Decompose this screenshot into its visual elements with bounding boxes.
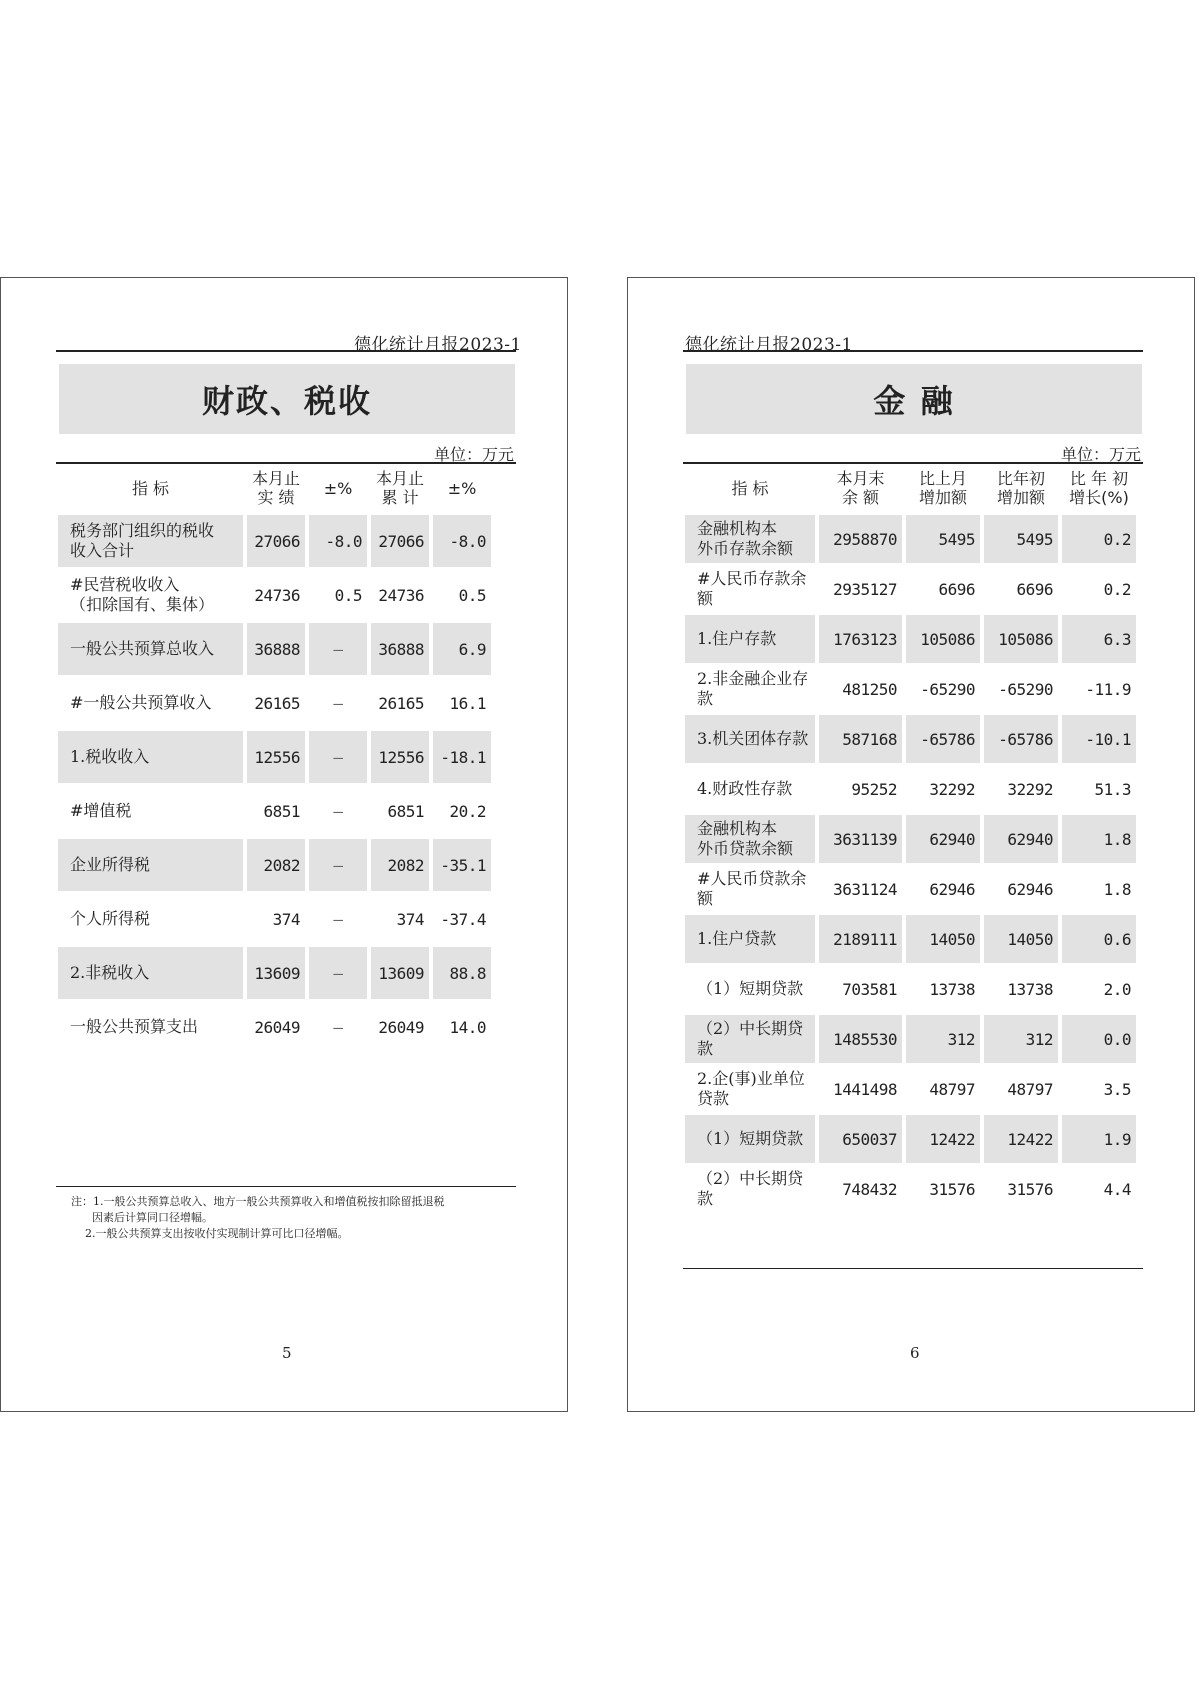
table-row	[685, 515, 1136, 563]
row-label: 2.非税收入	[58, 947, 243, 999]
cell-value: 62946	[929, 879, 975, 899]
fiscal-table	[58, 515, 491, 1053]
cell-value: 62940	[984, 815, 1058, 863]
cell-value: 2.0	[1103, 979, 1131, 999]
cell-value: 1.8	[1103, 879, 1131, 899]
table-row	[58, 1001, 491, 1053]
cell-value: 13609	[247, 947, 305, 999]
unit-label: 单位：万元	[433, 445, 514, 464]
row-label: 金融机构本 外币贷款余额	[685, 815, 815, 863]
cell-value: 12556	[247, 731, 305, 783]
column-header: 本月止 累 计	[375, 469, 424, 507]
note-line: 注：1.一般公共预算总收入、地方一般公共预算收入和增值税按扣除留抵退税	[71, 1195, 445, 1208]
row-label: 税务部门组织的税收 收入合计	[58, 515, 243, 567]
row-label: （1）短期贷款	[685, 1115, 815, 1163]
cell-value: 13609	[371, 947, 429, 999]
cell-value: 374	[272, 909, 300, 929]
column-header: 本月末 余 额	[836, 469, 885, 507]
table-row	[58, 569, 491, 621]
table-row	[58, 515, 491, 567]
cell-value: -65290	[998, 679, 1053, 699]
table-row	[685, 715, 1136, 763]
cell-value: 5495	[906, 515, 980, 563]
row-label: 1.住户存款	[685, 615, 815, 663]
header-rule	[56, 350, 516, 352]
cell-value: 27066	[247, 515, 305, 567]
note-line: 因素后计算同口径增幅。	[71, 1211, 213, 1224]
row-label: 金融机构本 外币存款余额	[685, 515, 815, 563]
table-row	[685, 1065, 1136, 1113]
cell-value: —	[309, 839, 367, 891]
section-title: 财政、税收	[59, 364, 515, 434]
cell-value: 0.5	[458, 585, 486, 605]
cell-value: 88.8	[433, 947, 491, 999]
cell-value: 1485530	[819, 1015, 902, 1063]
cell-value: 6696	[1016, 579, 1053, 599]
row-label: #一般公共预算收入	[70, 693, 212, 712]
table-row	[685, 665, 1136, 713]
cell-value: 62946	[1007, 879, 1053, 899]
row-label: 1.住户贷款	[685, 915, 815, 963]
cell-value: 0.2	[1103, 579, 1131, 599]
table-row	[685, 615, 1136, 663]
row-label: #人民币贷款余额	[697, 869, 807, 908]
cell-value: 3.5	[1103, 1079, 1131, 1099]
cell-value: -10.1	[1062, 715, 1136, 763]
table-row	[58, 893, 491, 945]
running-head: 德化统计月报2023-1	[354, 335, 522, 355]
table-row	[685, 565, 1136, 613]
cell-value: -11.9	[1085, 679, 1131, 699]
cell-value: 48797	[929, 1079, 975, 1099]
table-row	[685, 965, 1136, 1013]
cell-value: 26165	[254, 693, 300, 713]
cell-value: 12422	[984, 1115, 1058, 1163]
cell-value: 14050	[984, 915, 1058, 963]
cell-value: 6.3	[1062, 615, 1136, 663]
table-row	[58, 839, 491, 891]
cell-value: 587168	[819, 715, 902, 763]
cell-value: 2935127	[833, 579, 897, 599]
table-header	[685, 464, 1136, 512]
cell-value: 3631124	[833, 879, 897, 899]
table-row	[58, 623, 491, 675]
cell-value: 6.9	[433, 623, 491, 675]
cell-value: -8.0	[309, 515, 367, 567]
cell-value: 26049	[254, 1017, 300, 1037]
cell-value: 24736	[378, 585, 424, 605]
cell-value: 62940	[906, 815, 980, 863]
cell-value: 13738	[929, 979, 975, 999]
row-label: （2）中长期贷款	[697, 1169, 804, 1208]
table-row	[685, 765, 1136, 813]
column-header: 指 标	[731, 478, 769, 498]
table-row	[58, 947, 491, 999]
page-number: 5	[282, 1344, 292, 1362]
unit-label: 单位：万元	[1060, 445, 1141, 464]
column-header: 比上月 增加额	[918, 469, 967, 507]
row-label: 3.机关团体存款	[685, 715, 815, 763]
cell-value: 105086	[984, 615, 1058, 663]
row-label: （2）中长期贷款	[685, 1015, 815, 1063]
table-header	[58, 464, 491, 512]
table-row	[685, 865, 1136, 913]
cell-value: 4.4	[1103, 1179, 1131, 1199]
cell-value: 48797	[1007, 1079, 1053, 1099]
row-label: 2.非金融企业存款	[697, 669, 809, 708]
cell-value: 26165	[378, 693, 424, 713]
cell-value: 13738	[1007, 979, 1053, 999]
cell-value: 312	[984, 1015, 1058, 1063]
cell-value: 51.3	[1094, 779, 1131, 799]
cell-value: 27066	[371, 515, 429, 567]
row-label: #人民币存款余额	[697, 569, 807, 608]
cell-value: 0.2	[1062, 515, 1136, 563]
cell-value: 2082	[247, 839, 305, 891]
cell-value: 2189111	[819, 915, 902, 963]
cell-value: 14.0	[449, 1017, 486, 1037]
footer-rule	[56, 1186, 516, 1187]
column-header: 比年初 增加额	[996, 469, 1045, 507]
column-header: 比 年 初 增长(%)	[1069, 469, 1129, 507]
cell-value: 748432	[842, 1179, 897, 1199]
cell-value: 1.8	[1062, 815, 1136, 863]
table-row	[685, 815, 1136, 863]
cell-value: 12422	[906, 1115, 980, 1163]
cell-value: 12556	[371, 731, 429, 783]
cell-value: 0.6	[1062, 915, 1136, 963]
cell-value: 2082	[371, 839, 429, 891]
table-row	[685, 1115, 1136, 1163]
cell-value: 1441498	[833, 1079, 897, 1099]
row-label: #增值税	[70, 801, 132, 820]
cell-value: 31576	[929, 1179, 975, 1199]
cell-value: 0.5	[334, 585, 362, 605]
cell-value: —	[333, 693, 343, 713]
cell-value: 650037	[819, 1115, 902, 1163]
cell-value: 0.0	[1062, 1015, 1136, 1063]
header-rule	[683, 350, 1143, 352]
column-header: 指 标	[131, 478, 170, 498]
cell-value: 6696	[938, 579, 975, 599]
table-row	[58, 785, 491, 837]
cell-value: 312	[906, 1015, 980, 1063]
cell-value: 32292	[929, 779, 975, 799]
cell-value: —	[309, 947, 367, 999]
cell-value: 31576	[1007, 1179, 1053, 1199]
cell-value: -65290	[920, 679, 975, 699]
row-label: #民营税收收入 （扣除国有、集体）	[70, 575, 215, 614]
cell-value: 26049	[378, 1017, 424, 1037]
cell-value: 1763123	[819, 615, 902, 663]
cell-value: 32292	[1007, 779, 1053, 799]
column-header: ±%	[447, 478, 477, 498]
cell-value: 6851	[263, 801, 300, 821]
footer-rule	[683, 1268, 1143, 1269]
row-label: 一般公共预算总收入	[58, 623, 243, 675]
running-head: 德化统计月报2023-1	[685, 335, 853, 355]
cell-value: 16.1	[449, 693, 486, 713]
cell-value: -18.1	[433, 731, 491, 783]
cell-value: 374	[396, 909, 424, 929]
row-label: 个人所得税	[70, 909, 151, 928]
cell-value: 95252	[851, 779, 897, 799]
cell-value: —	[333, 801, 343, 821]
column-header: ±%	[323, 478, 353, 498]
note-line: 2.一般公共预算支出按收付实现制计算可比口径增幅。	[71, 1227, 349, 1240]
cell-value: 703581	[842, 979, 897, 999]
row-label: （1）短期贷款	[697, 979, 804, 998]
column-header: 本月止 实 绩	[251, 469, 300, 507]
cell-value: —	[309, 623, 367, 675]
cell-value: 1.9	[1062, 1115, 1136, 1163]
cell-value: -65786	[984, 715, 1058, 763]
cell-value: —	[333, 1017, 343, 1037]
row-label: 4.财政性存款	[697, 779, 793, 798]
table-row	[685, 915, 1136, 963]
cell-value: 2958870	[819, 515, 902, 563]
table-row	[58, 677, 491, 729]
page-number: 6	[910, 1344, 920, 1362]
section-title: 金 融	[686, 364, 1142, 434]
notes	[71, 1194, 551, 1242]
cell-value: 20.2	[449, 801, 486, 821]
cell-value: 36888	[247, 623, 305, 675]
cell-value: -65786	[906, 715, 980, 763]
cell-value: —	[333, 909, 343, 929]
cell-value: 481250	[842, 679, 897, 699]
row-label: 一般公共预算支出	[70, 1017, 199, 1036]
cell-value: 3631139	[819, 815, 902, 863]
table-row	[58, 731, 491, 783]
finance-table	[685, 515, 1136, 1213]
table-row	[685, 1015, 1136, 1063]
cell-value: 24736	[254, 585, 300, 605]
cell-value: -8.0	[433, 515, 491, 567]
table-row	[685, 1165, 1136, 1213]
cell-value: -35.1	[433, 839, 491, 891]
row-label: 1.税收收入	[58, 731, 243, 783]
cell-value: -37.4	[440, 909, 486, 929]
cell-value: —	[309, 731, 367, 783]
row-label: 企业所得税	[58, 839, 243, 891]
cell-value: 105086	[906, 615, 980, 663]
cell-value: 14050	[906, 915, 980, 963]
cell-value: 6851	[387, 801, 424, 821]
cell-value: 5495	[984, 515, 1058, 563]
row-label: 2.企(事)业单位贷款	[697, 1069, 805, 1108]
cell-value: 36888	[371, 623, 429, 675]
